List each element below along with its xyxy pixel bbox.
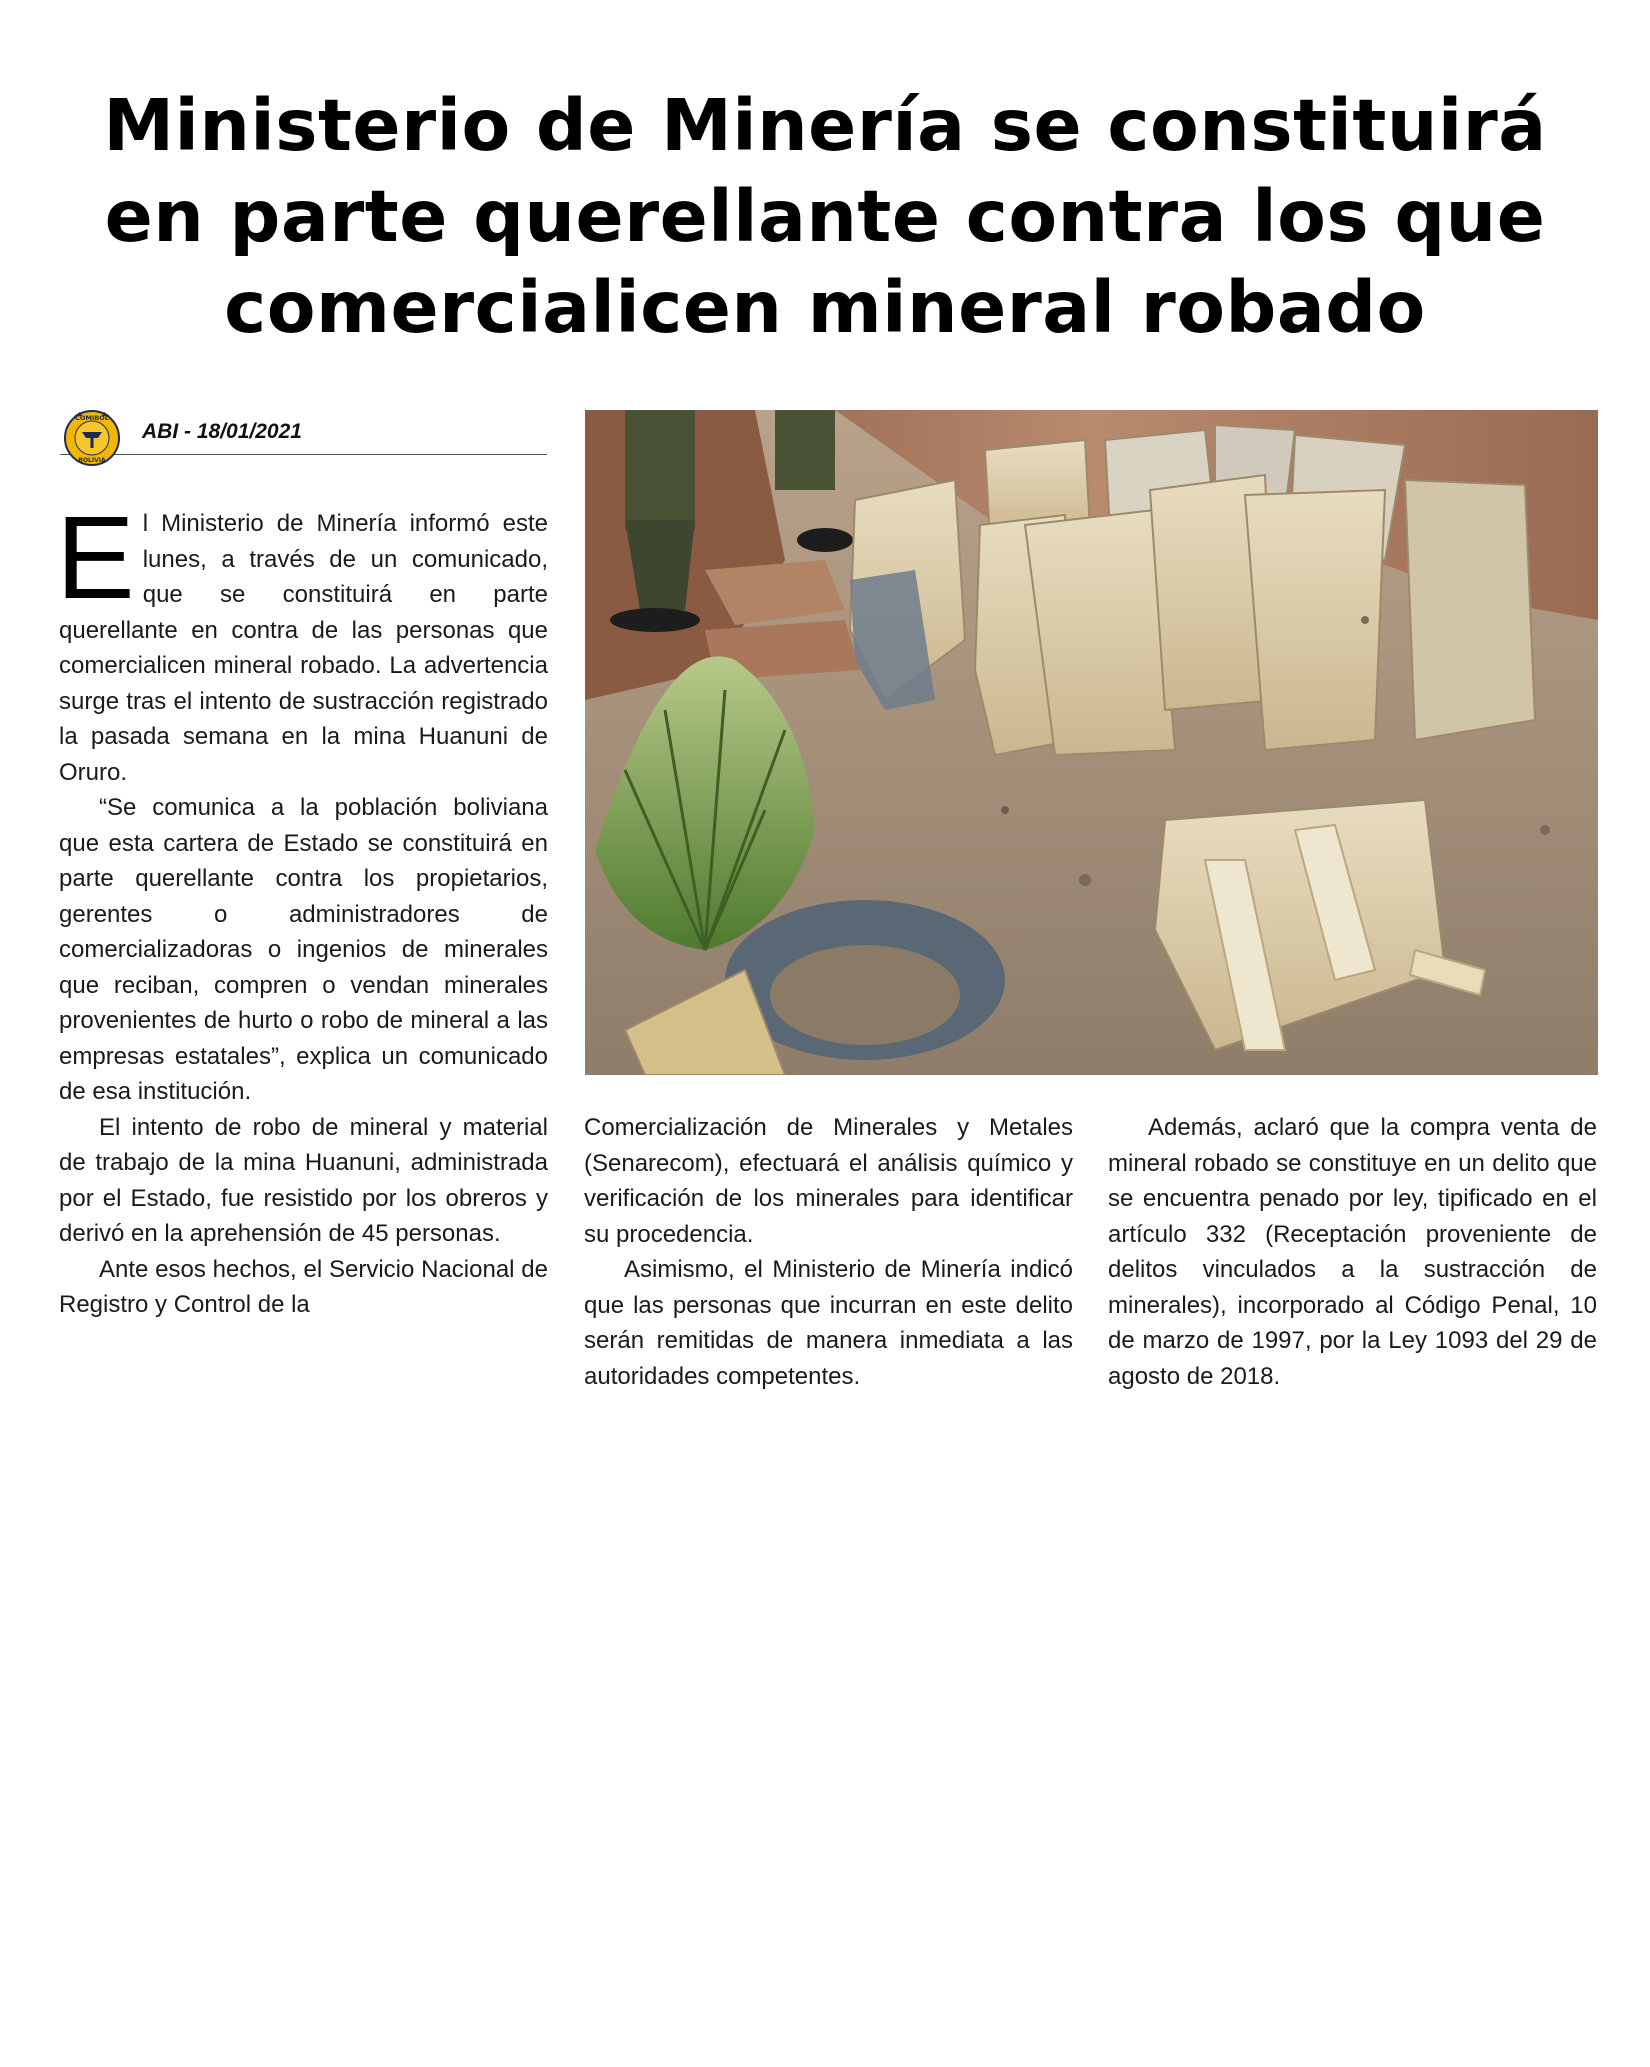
paragraph: Ante esos hechos, el Servicio Nacional de Registro y Control de la	[59, 1255, 548, 1318]
paragraph	[56, 492, 548, 790]
paragraph: Comercialización de Minerales y Metales (Senarecom), efectuará el análisis químico y verificación de los minerales para identificar su procedencia.	[584, 1114, 1073, 1248]
paragraph: El intento de robo de mineral y material de trabajo de la mina Huanuni, administrada por el Estado, fue resistido por los obreros y derivó en la aprehensión de 45 personas.	[59, 1113, 548, 1247]
headline-line: Ministerio de Minería se constituirá	[103, 84, 1547, 167]
drop-cap: E	[56, 492, 135, 624]
byline	[60, 410, 547, 464]
paragraph: Asimismo, el Ministerio de Minería indicó que las personas que incurran en este delito serán remitidas de manera inmediata a las autoridades competentes.	[584, 1256, 1073, 1390]
article-column-1	[56, 492, 548, 1323]
headline-line: comercialicen mineral robado	[224, 266, 1426, 349]
comibol-logo-icon	[62, 408, 122, 468]
article-column-3	[1108, 1110, 1597, 1394]
article-photo	[585, 410, 1598, 1075]
article-column-2	[584, 1110, 1073, 1394]
headline-line: en parte querellante contra los que	[104, 175, 1546, 258]
byline-text: ABI - 18/01/2021	[142, 420, 302, 443]
paragraph: “Se comunica a la población boliviana que esta cartera de Estado se constituirá en parte querellante contra los propietarios, gerentes o administradores de comercializadoras o ingenios de minerales que reciban, compren o vendan minerales provenientes de hurto o robo de mineral a las empresas estatales”, explica un comunicado de esa institución.	[59, 794, 548, 1105]
headline	[60, 80, 1590, 353]
svg-text:BOLIVIA: BOLIVIA	[78, 457, 106, 464]
paragraph: Además, aclaró que la compra venta de mineral robado se constituye en un delito que se encuentra penado por ley, tipificado en el artículo 332 (Receptación proveniente de delitos vinculados a la sustracción de minerales), incorporado al Código Penal, 10 de marzo de 1997, por la Ley 1093 del 29 de agosto de 2018.	[1108, 1114, 1597, 1390]
paragraph-text: l Ministerio de Minería informó este lunes, a través de un comunicado, que se constituirá en parte querellante en contra de las personas que comercialicen mineral robado. La advertencia surge tras el intento de sustracción registrado la pasada semana en la mina Huanuni de Oruro.	[59, 510, 548, 786]
svg-text:COMIBOL: COMIBOL	[75, 414, 109, 422]
